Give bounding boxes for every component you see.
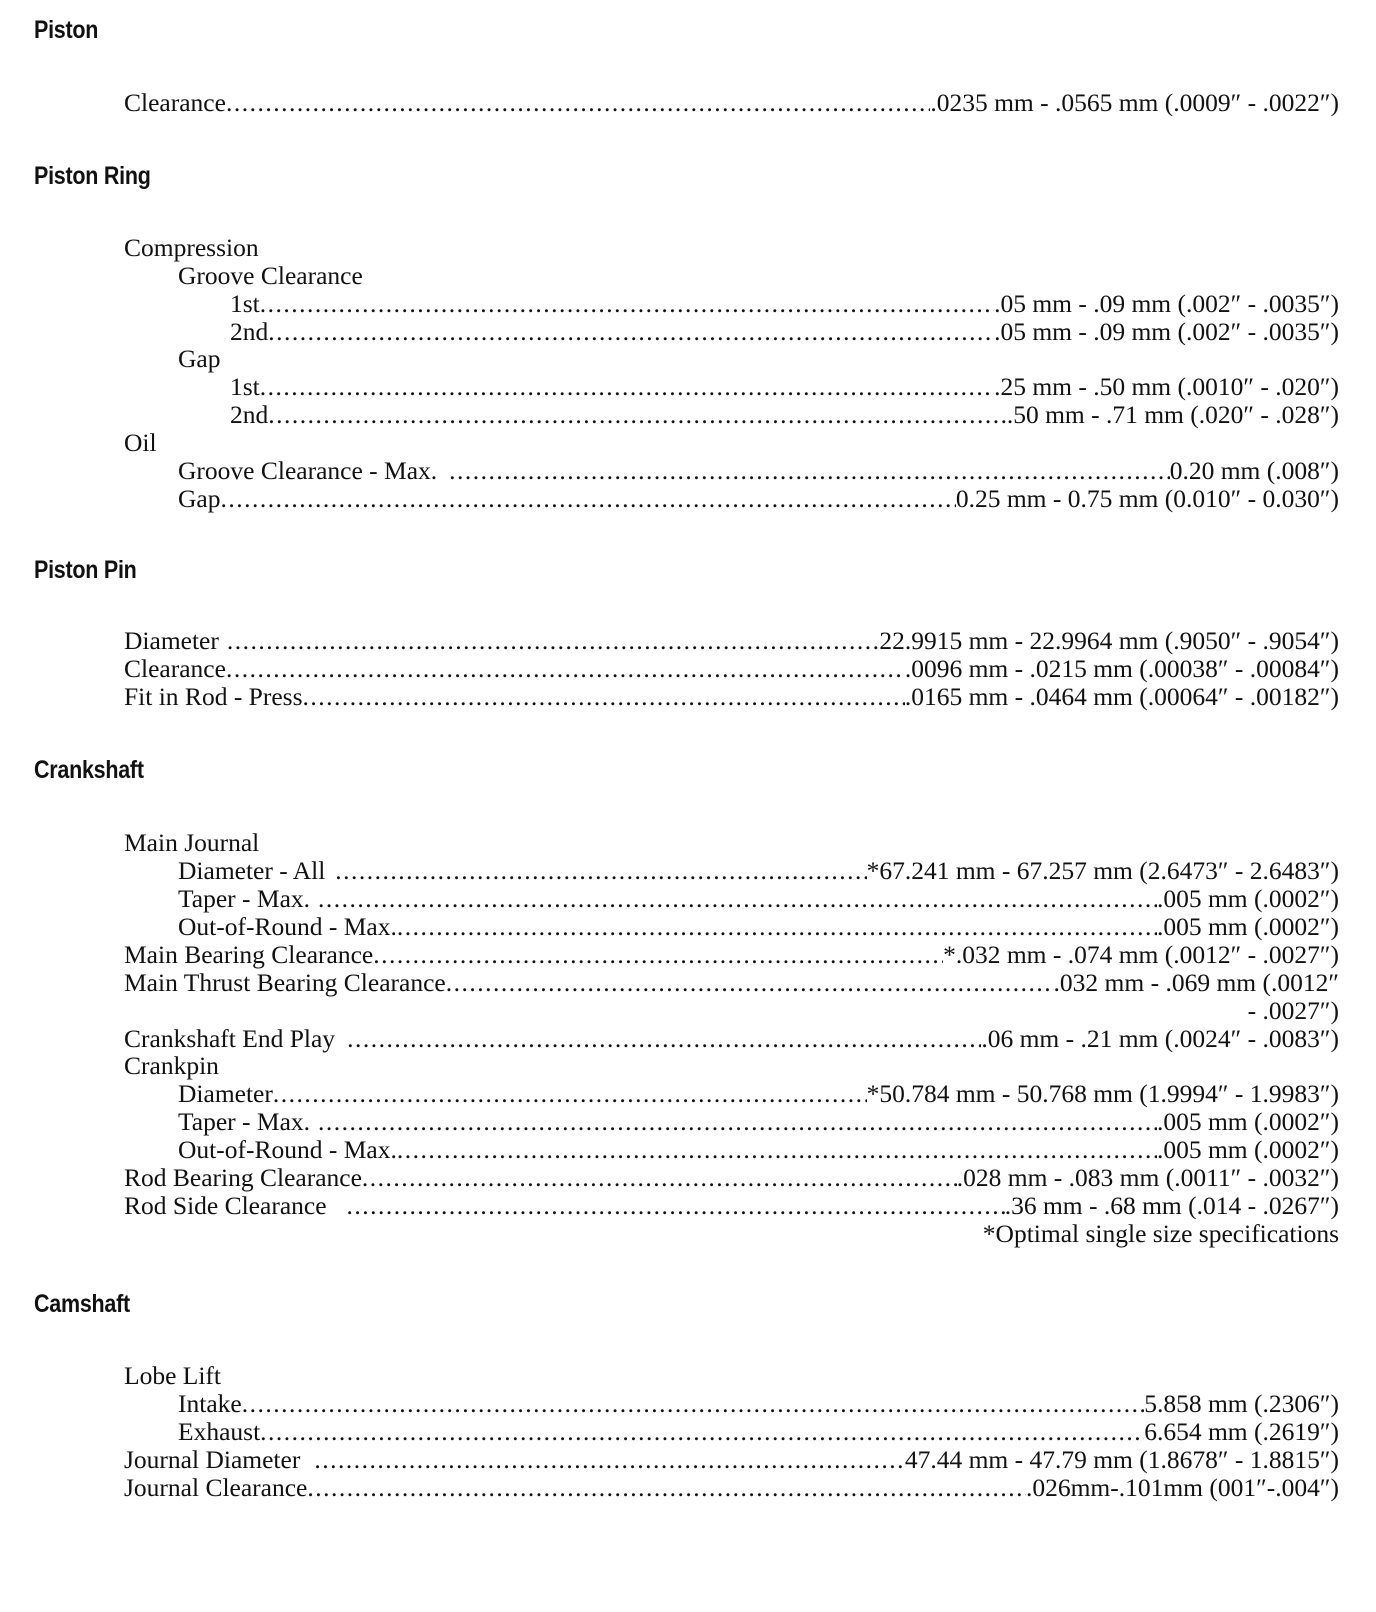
spec-row-oil-groove: [178, 457, 1339, 485]
spec-value: 22.9915 mm - 22.9964 mm (.9050″ - .9054″): [879, 627, 1339, 655]
spec-label: Intake: [178, 1390, 242, 1418]
spec-label: 2nd: [230, 401, 269, 429]
spec-row-piston-clearance: [124, 89, 1339, 117]
spec-label: Out-of-Round - Max.: [178, 1136, 397, 1164]
spec-value: .50 mm - .71 mm (.020″ - .028″): [1006, 401, 1339, 429]
spec-value: .0165 mm - .0464 mm (.00064″ - .00182″): [904, 683, 1339, 711]
spec-label: Diameter: [124, 627, 219, 655]
spec-label: Exhaust: [178, 1418, 261, 1446]
spec-label: Diameter: [178, 1080, 273, 1108]
spec-value: .005 mm (.0002″): [1156, 1136, 1339, 1164]
spec-row-cp-taper: [178, 1108, 1339, 1136]
spec-value-continuation: - .0027″): [1247, 996, 1339, 1025]
spec-label: Gap: [178, 485, 221, 513]
spec-row-exhaust: [178, 1418, 1339, 1446]
spec-label: 2nd: [230, 318, 269, 346]
spec-row-main-thrust: [124, 969, 1339, 997]
section-heading-crankshaft: Crankshaft: [34, 756, 144, 784]
spec-row-main-bearing: [124, 941, 1339, 969]
spec-label: 1st: [230, 290, 260, 318]
spec-label: Clearance: [124, 655, 226, 683]
spec-value: 6.654 mm (.2619″): [1144, 1418, 1339, 1446]
footnote: *Optimal single size specifications: [982, 1219, 1339, 1248]
spec-label: Clearance: [124, 89, 226, 117]
spec-row-mj-taper: [178, 885, 1339, 913]
spec-value: .026mm-.101mm (001″-.004″): [1025, 1474, 1339, 1502]
spec-label: Groove Clearance - Max.: [178, 457, 438, 485]
spec-label: 1st: [230, 373, 260, 401]
spec-label: Fit in Rod - Press: [124, 683, 303, 711]
subheading-oil: Oil: [124, 428, 157, 457]
spec-label: Diameter - All: [178, 857, 326, 885]
spec-row-pin-diameter: [124, 627, 1339, 655]
spec-row-oil-gap: [178, 485, 1339, 513]
spec-label: Taper - Max.: [178, 885, 311, 913]
spec-value: .06 mm - .21 mm (.0024″ - .0083″): [981, 1025, 1339, 1053]
spec-row-journal-clearance: [124, 1474, 1339, 1502]
spec-row-journal-diameter: [124, 1446, 1339, 1474]
spec-row-pin-fit: [124, 683, 1339, 711]
spec-value: .05 mm - .09 mm (.002″ - .0035″): [994, 318, 1339, 346]
spec-value: .028 mm - .083 mm (.0011″ - .0032″): [956, 1164, 1339, 1192]
spec-value: 0.25 mm - 0.75 mm (0.010″ - 0.030″): [955, 485, 1339, 513]
spec-label: Journal Diameter: [124, 1446, 301, 1474]
spec-label: Crankshaft End Play: [124, 1025, 336, 1053]
spec-value: .0096 mm - .0215 mm (.00038″ - .00084″): [904, 655, 1339, 683]
spec-label: Out-of-Round - Max.: [178, 913, 397, 941]
spec-row-end-play: [124, 1025, 1339, 1053]
spec-row-cp-out-of-round: [178, 1136, 1339, 1164]
spec-row-groove-2nd: [230, 318, 1339, 346]
spec-value: .25 mm - .50 mm (.0010″ - .020″): [994, 373, 1339, 401]
spec-row-intake: [178, 1390, 1339, 1418]
spec-label: Main Bearing Clearance: [124, 941, 374, 969]
section-heading-piston-ring: Piston Ring: [34, 162, 151, 190]
spec-label: Main Thrust Bearing Clearance: [124, 969, 446, 997]
spec-value: .005 mm (.0002″): [1156, 913, 1339, 941]
spec-row-mj-out-of-round: [178, 913, 1339, 941]
spec-value: .0235 mm - .0565 mm (.0009″ - .0022″): [930, 89, 1339, 117]
spec-value: 47.44 mm - 47.79 mm (1.8678″ - 1.8815″): [904, 1446, 1339, 1474]
section-heading-piston-pin: Piston Pin: [34, 556, 137, 584]
spec-row-rod-bearing: [124, 1164, 1339, 1192]
spec-row-cp-diameter: [178, 1080, 1339, 1108]
subheading-compression: Compression: [124, 233, 259, 262]
spec-row-rod-side: [124, 1192, 1339, 1220]
spec-value: .05 mm - .09 mm (.002″ - .0035″): [994, 290, 1339, 318]
subheading-lobe-lift: Lobe Lift: [124, 1361, 222, 1390]
spec-value: 5.858 mm (.2306″): [1144, 1390, 1339, 1418]
subheading-crankpin: Crankpin: [124, 1051, 219, 1080]
section-heading-camshaft: Camshaft: [34, 1290, 130, 1318]
section-heading-piston: Piston: [34, 16, 99, 44]
spec-value: *67.241 mm - 67.257 mm (2.6473″ - 2.6483″): [866, 857, 1339, 885]
spec-value: 0.20 mm (.008″): [1169, 457, 1339, 485]
subheading-gap: Gap: [178, 344, 221, 373]
spec-value: *.032 mm - .074 mm (.0012″ - .0027″): [943, 941, 1339, 969]
spec-row-pin-clearance: [124, 655, 1339, 683]
spec-row-groove-1st: [230, 290, 1339, 318]
spec-row-gap-2nd: [230, 401, 1339, 429]
spec-label: Journal Clearance: [124, 1474, 308, 1502]
subheading-groove-clearance: Groove Clearance: [178, 261, 363, 290]
spec-value: *50.784 mm - 50.768 mm (1.9994″ - 1.9983″): [866, 1080, 1339, 1108]
spec-value: .36 mm - .68 mm (.014 - .0267″): [1004, 1192, 1339, 1220]
spec-label: Rod Side Clearance: [124, 1192, 327, 1220]
spec-value: .032 mm - .069 mm (.0012″: [1053, 969, 1339, 997]
spec-value: .005 mm (.0002″): [1156, 885, 1339, 913]
spec-label: Taper - Max.: [178, 1108, 311, 1136]
spec-row-gap-1st: [230, 373, 1339, 401]
spec-value: .005 mm (.0002″): [1156, 1108, 1339, 1136]
spec-row-mj-diameter: [178, 857, 1339, 885]
spec-label: Rod Bearing Clearance: [124, 1164, 362, 1192]
subheading-main-journal: Main Journal: [124, 828, 260, 857]
